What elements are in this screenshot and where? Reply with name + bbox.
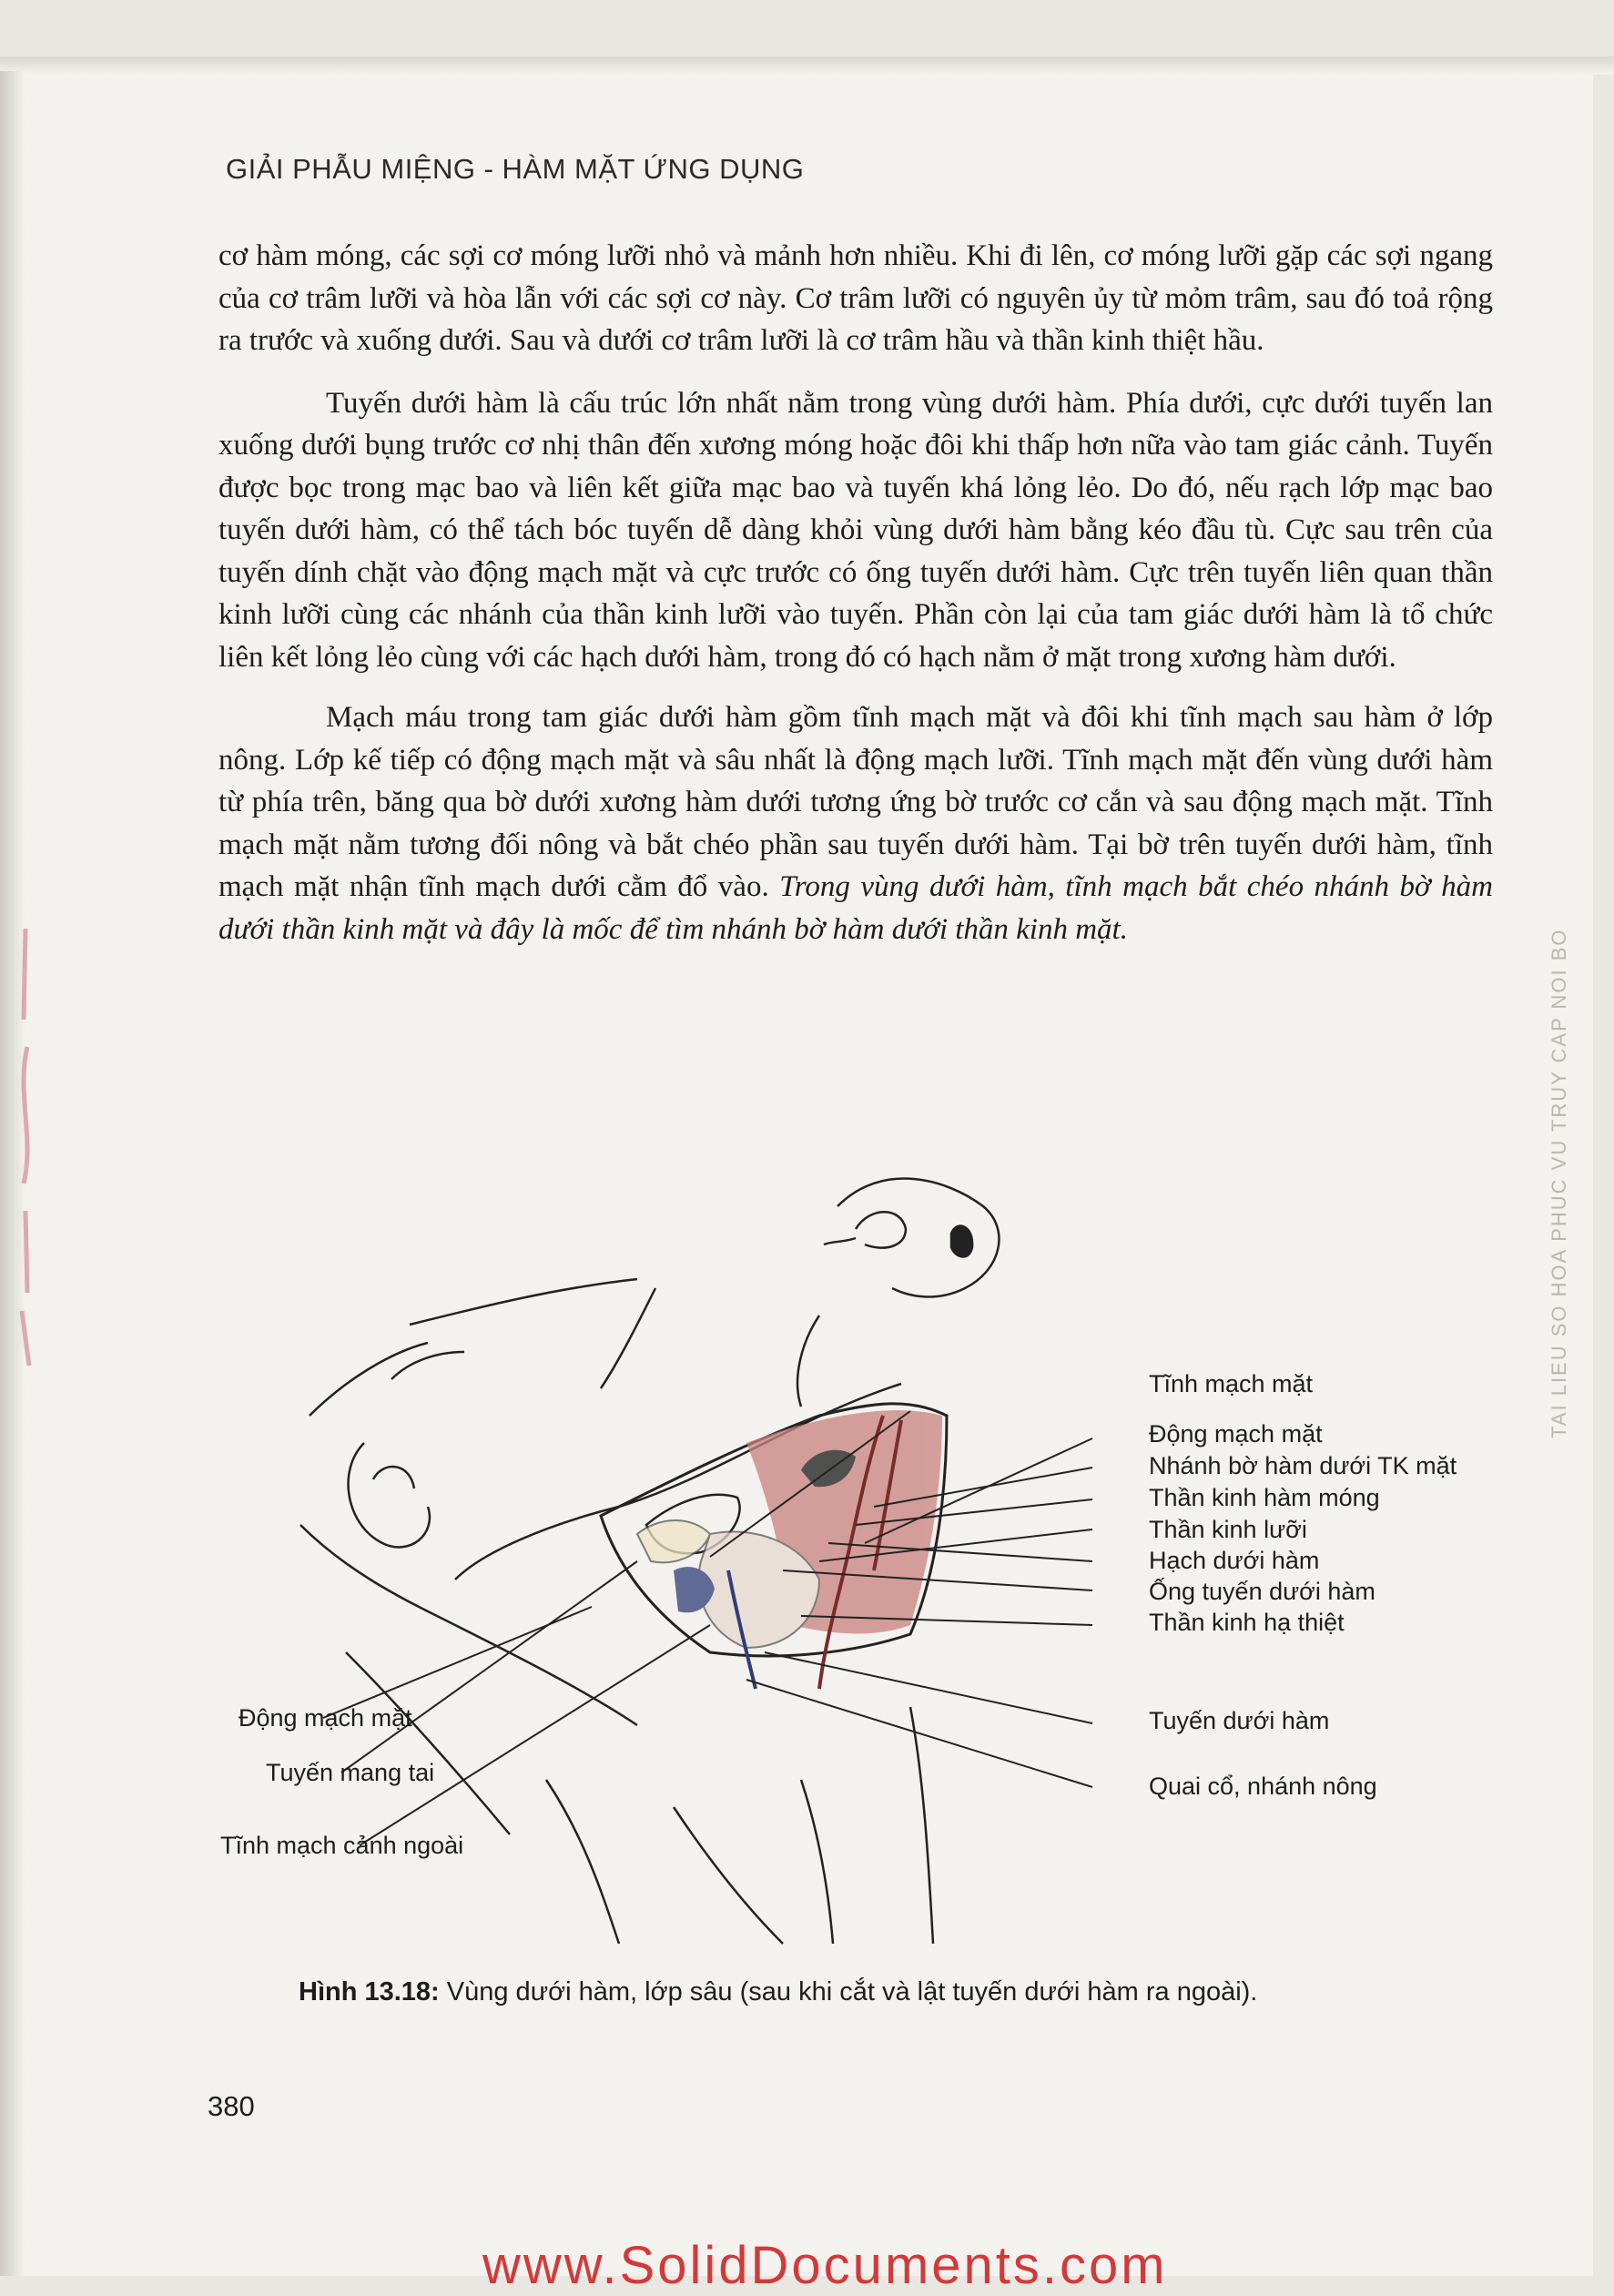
body-text bbox=[218, 235, 1493, 969]
label-nhanh-bo-ham-duoi: Nhánh bờ hàm dưới TK mặt bbox=[1149, 1452, 1457, 1479]
label-tinh-mach-canh-ngoai: Tĩnh mạch cảnh ngoài bbox=[220, 1832, 464, 1859]
caption-prefix: Hình 13.18: bbox=[299, 1977, 440, 2006]
footer-url-watermark: www.SolidDocuments.com bbox=[482, 2236, 1168, 2295]
label-dong-mach-mat-right: Động mạch mặt bbox=[1149, 1420, 1323, 1448]
paragraph-3 bbox=[218, 696, 1493, 950]
label-dong-mach-mat-left: Động mạch mặt bbox=[239, 1704, 412, 1732]
running-header: GIẢI PHẪU MIỆNG - HÀM MẶT ỨNG DỤNG bbox=[226, 153, 805, 185]
paragraph-3-italic: Trong vùng dưới hàm, tĩnh mạch bắt chéo nhánh bờ hàm dưới thần kinh mặt và đây là mốc để tìm nhánh bờ hàm dưới thần kinh mặt. bbox=[218, 870, 1493, 946]
label-hach-duoi-ham: Hạch dưới hàm bbox=[1149, 1547, 1320, 1574]
figure-caption bbox=[299, 1977, 1257, 2007]
label-than-kinh-ham-mong: Thần kinh hàm móng bbox=[1149, 1484, 1380, 1511]
label-tinh-mach-mat: Tĩnh mạch mặt bbox=[1149, 1370, 1314, 1397]
scan-top-shadow bbox=[0, 56, 1614, 75]
paragraph-3-regular: Mạch máu trong tam giác dưới hàm gồm tĩnh mạch mặt và đôi khi tĩnh mạch sau hàm ở lớp nông. Lớp kế tiếp có động mạch mặt và sâu nhất là động mạch lưỡi. Tĩnh mạch mặt đến vùng dưới hàm từ phía trên, băng qua bờ dưới xương hàm dưới tương ứng bờ trước cơ cắn và sau động mạch mặt. Tĩnh mạch mặt nằm tương đối nông và bắt chéo phần sau tuyến dưới hàm. Tại bờ trên tuyến dưới hàm, tĩnh mạch mặt nhận tĩnh mạch dưới cằm đổ vào. bbox=[218, 701, 1493, 903]
access-watermark: TAI LIEU SO HOA PHUC VU TRUY CAP NOI BO bbox=[1548, 928, 1570, 1438]
paragraph-2: Tuyến dưới hàm là cấu trúc lớn nhất nằm trong vùng dưới hàm. Phía dưới, cực dưới tuyến lan xuống dưới bụng trước cơ nhị thân đến xương móng hoặc đôi khi thấp hơn nữa vào tam giác cảnh. Tuyến được bọc trong mạc bao và liên kết giữa mạc bao và tuyến khá lỏng lẻo. Do đó, nếu rạch lớp mạc bao tuyến dưới hàm, có thể tách bóc tuyến dễ dàng khỏi vùng dưới hàm bằng kéo đầu tù. Cực sau trên của tuyến dính chặt vào động mạch mặt và cực trước có ống tuyến dưới hàm. Cực trên tuyến liên quan thần kinh lưỡi cùng các nhánh của thần kinh lưỡi vào tuyến. Phần còn lại của tam giác dưới hàm là tổ chức liên kết lỏng lẻo cùng với các hạch dưới hàm, trong đó có hạch nằm ở mặt trong xương hàm dưới. bbox=[218, 386, 1493, 674]
label-tuyen-duoi-ham: Tuyến dưới hàm bbox=[1149, 1707, 1330, 1734]
library-stamp-mark bbox=[7, 910, 44, 1384]
label-than-kinh-luoi: Thần kinh lưỡi bbox=[1149, 1516, 1307, 1543]
label-quai-co: Quai cổ, nhánh nông bbox=[1149, 1773, 1377, 1800]
label-tuyen-mang-tai: Tuyến mang tai bbox=[266, 1759, 435, 1786]
anatomy-figure bbox=[164, 1143, 1548, 1962]
page-number: 380 bbox=[208, 2090, 255, 2122]
caption-text: Vùng dưới hàm, lớp sâu (sau khi cắt và lật tuyến dưới hàm ra ngoài). bbox=[439, 1977, 1258, 2006]
label-ong-tuyen-duoi-ham: Ống tuyến dưới hàm bbox=[1149, 1578, 1375, 1605]
paragraph-1: cơ hàm móng, các sợi cơ móng lưỡi nhỏ và mảnh hơn nhiều. Khi đi lên, cơ móng lưỡi gặp các sợi ngang của cơ trâm lưỡi và hòa lẫn với các sợi cơ này. Cơ trâm lưỡi có nguyên ủy từ mỏm trâm, sau đó toả rộng ra trước và xuống dưới. Sau và dưới cơ trâm lưỡi là cơ trâm hầu và thần kinh thiệt hầu. bbox=[218, 239, 1493, 357]
label-than-kinh-ha-thiet: Thần kinh hạ thiệt bbox=[1149, 1609, 1345, 1636]
